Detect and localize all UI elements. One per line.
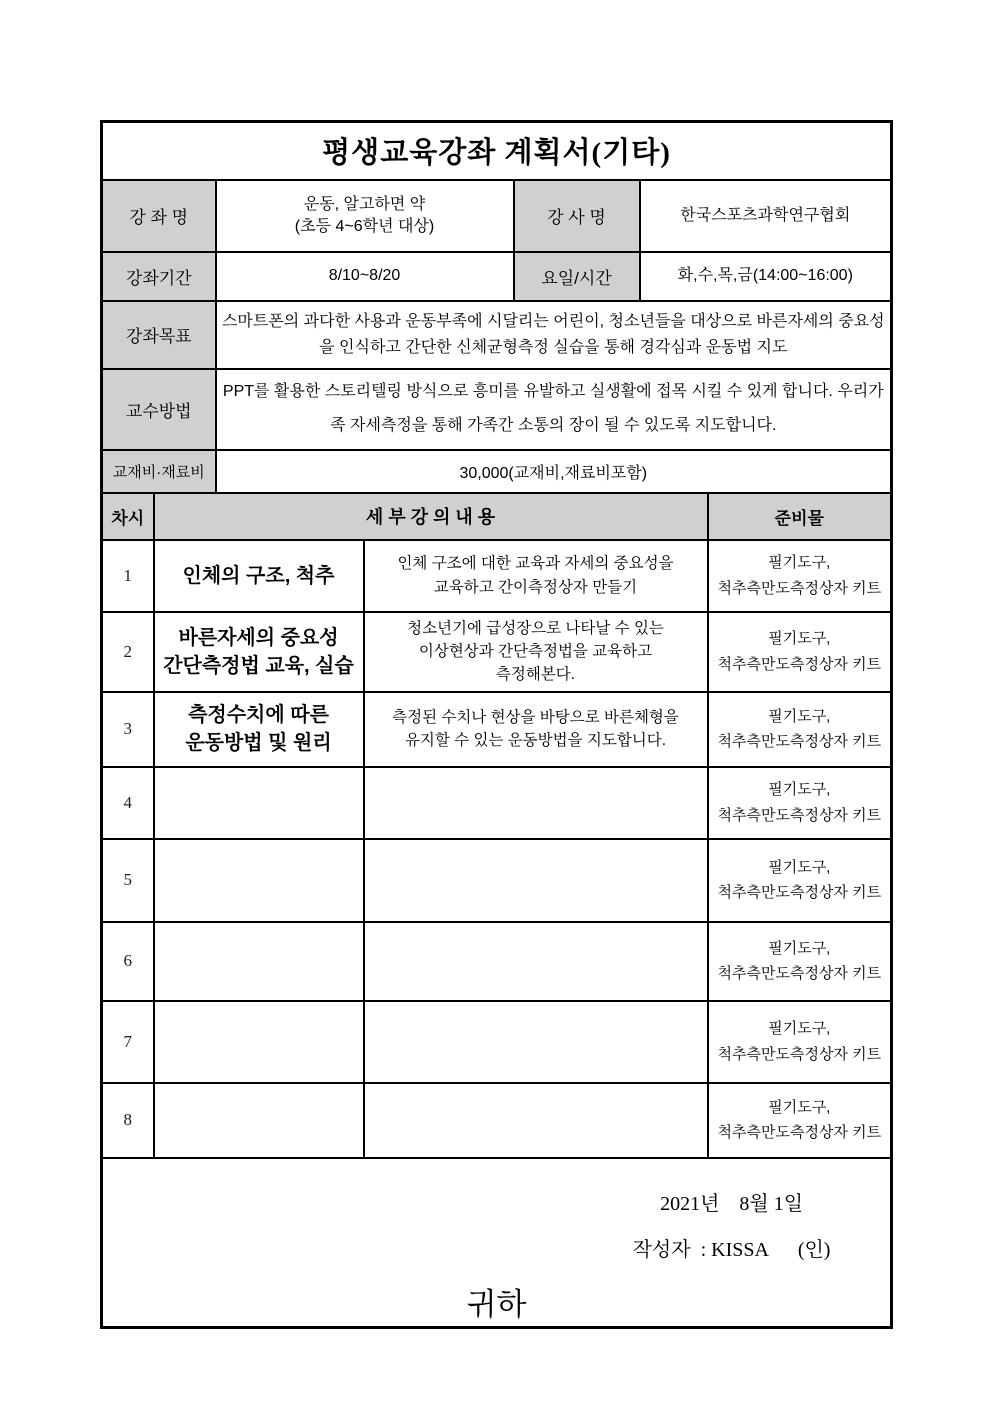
signature-row xyxy=(102,1158,892,1328)
method-row xyxy=(102,369,892,450)
goal-text: 스마트폰의 과다한 사용과 운동부족에 시달리는 어린이, 청소년들을 대상으로 바른자세의 중요성을 인식하고 간단한 신체균형측정 실습을 통해 경각심과 운동법 지도 xyxy=(216,301,892,369)
document-title: 평생교육강좌 계획서(기타) xyxy=(102,122,892,180)
signature-date: 2021년 8월 1일 xyxy=(660,1192,804,1215)
session-materials: 필기도구, 척추측만도측정상자 키트 xyxy=(708,1083,892,1158)
method-label: 교수방법 xyxy=(102,369,216,450)
schedule-header-row xyxy=(102,493,892,540)
fee-row xyxy=(102,450,892,493)
session-number: 7 xyxy=(102,1001,154,1083)
session-detail: 인체 구조에 대한 교육과 자세의 중요성을 교육하고 간이측정상자 만들기 xyxy=(364,540,708,612)
course-plan-document xyxy=(100,120,893,1329)
goal-label: 강좌목표 xyxy=(102,301,216,369)
session-number: 2 xyxy=(102,612,154,692)
fee-label: 교재비·재료비 xyxy=(102,450,216,493)
session-materials: 필기도구, 척추측만도측정상자 키트 xyxy=(708,922,892,1001)
session-materials: 필기도구, 척추측만도측정상자 키트 xyxy=(708,612,892,692)
session-detail xyxy=(364,922,708,1001)
signature-author: 작성자 : KISSA (인) xyxy=(632,1238,831,1261)
course-name-label: 강 좌 명 xyxy=(102,180,216,252)
session-number: 1 xyxy=(102,540,154,612)
session-topic: 측정수치에 따른 운동방법 및 원리 xyxy=(154,692,364,767)
content-column-header: 세 부 강 의 내 용 xyxy=(154,493,708,540)
signature-cell xyxy=(102,1158,892,1328)
title-row xyxy=(102,122,892,180)
materials-column-header: 준비물 xyxy=(708,493,892,540)
method-text: PPT를 활용한 스토리텔링 방식으로 흥미를 유발하고 실생활에 접목 시킬 수 있게 합니다. 우리가족 자세측정을 통해 가족간 소통의 장이 될 수 있도록 지도합니다. xyxy=(216,369,892,450)
daytime-value: 화,수,목,금(14:00~16:00) xyxy=(640,252,892,301)
period-row xyxy=(102,252,892,301)
instructor-label: 강 사 명 xyxy=(514,180,640,252)
course-name-row xyxy=(102,180,892,252)
session-number: 3 xyxy=(102,692,154,767)
session-number: 8 xyxy=(102,1083,154,1158)
session-materials: 필기도구, 척추측만도측정상자 키트 xyxy=(708,540,892,612)
session-topic xyxy=(154,1001,364,1083)
session-row-7 xyxy=(102,1001,892,1083)
session-detail: 청소년기에 급성장으로 나타날 수 있는 이상현상과 간단측정법을 교육하고 측정해본다. xyxy=(364,612,708,692)
period-label: 강좌기간 xyxy=(102,252,216,301)
session-row-6 xyxy=(102,922,892,1001)
session-row-3 xyxy=(102,692,892,767)
session-number: 5 xyxy=(102,839,154,922)
session-detail: 측정된 수치나 현상을 바탕으로 바른체형을 유지할 수 있는 운동방법을 지도합니다. xyxy=(364,692,708,767)
session-topic xyxy=(154,839,364,922)
session-number: 4 xyxy=(102,767,154,839)
recipient-text: 귀하 xyxy=(466,1286,527,1322)
session-row-2 xyxy=(102,612,892,692)
session-detail xyxy=(364,767,708,839)
course-plan-table xyxy=(100,120,893,1329)
session-detail xyxy=(364,839,708,922)
session-materials: 필기도구, 척추측만도측정상자 키트 xyxy=(708,1001,892,1083)
signature-block xyxy=(573,1187,890,1262)
session-topic: 바른자세의 중요성 간단측정법 교육, 실습 xyxy=(154,612,364,692)
session-topic: 인체의 구조, 척추 xyxy=(154,540,364,612)
session-topic xyxy=(154,767,364,839)
instructor-value: 한국스포츠과학연구협회 xyxy=(640,180,892,252)
session-materials: 필기도구, 척추측만도측정상자 키트 xyxy=(708,767,892,839)
fee-value: 30,000(교재비,재료비포함) xyxy=(216,450,892,493)
session-materials: 필기도구, 척추측만도측정상자 키트 xyxy=(708,692,892,767)
goal-row xyxy=(102,301,892,369)
period-value: 8/10~8/20 xyxy=(216,252,514,301)
daytime-label: 요일/시간 xyxy=(514,252,640,301)
course-name-value: 운동, 알고하면 약 (초등 4~6학년 대상) xyxy=(216,180,514,252)
session-topic xyxy=(154,1083,364,1158)
session-materials: 필기도구, 척추측만도측정상자 키트 xyxy=(708,839,892,922)
session-detail xyxy=(364,1083,708,1158)
session-detail xyxy=(364,1001,708,1083)
session-row-4 xyxy=(102,767,892,839)
session-row-8 xyxy=(102,1083,892,1158)
session-row-1 xyxy=(102,540,892,612)
session-number: 6 xyxy=(102,922,154,1001)
session-topic xyxy=(154,922,364,1001)
session-row-5 xyxy=(102,839,892,922)
session-column-header: 차시 xyxy=(102,493,154,540)
